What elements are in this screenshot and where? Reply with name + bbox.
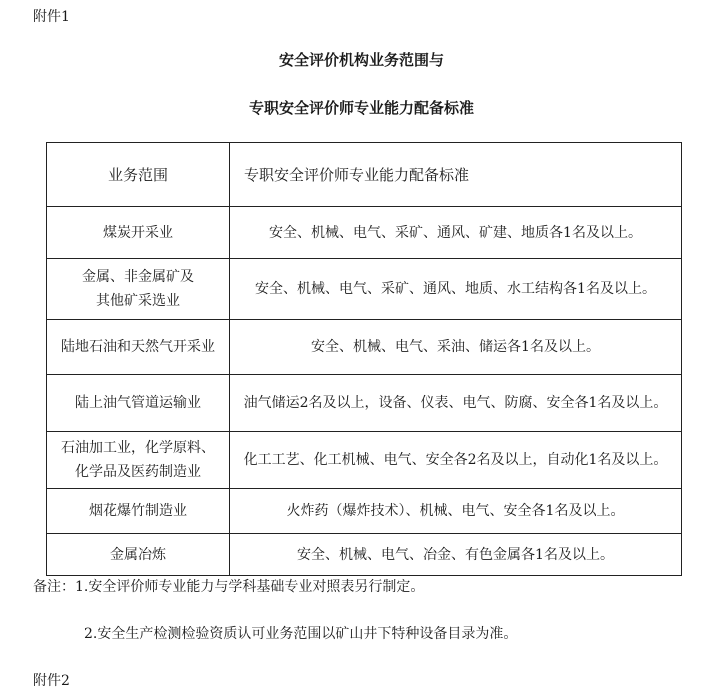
table-row: [47, 207, 682, 259]
scope-line: 化学品及医药制造业: [75, 464, 201, 480]
scope-line: 煤炭开采业: [103, 224, 173, 241]
scope-line: 金属、非金属矿及: [82, 269, 194, 285]
document-title-line-1: 安全评价机构业务范围与: [278, 51, 444, 69]
header-staffing-standard: 专职安全评价师专业能力配备标准: [230, 143, 682, 207]
scope-line: 金属冶炼: [110, 546, 166, 563]
staffing-standard-cell: 安全、机械、电气、冶金、有色金属各1名及以上。: [230, 534, 682, 576]
business-scope-cell: [47, 375, 230, 432]
table-header-row: [47, 143, 682, 207]
document-title-line-2: 专职安全评价师专业能力配备标准: [248, 99, 474, 117]
header-business-scope: 业务范围: [47, 143, 230, 207]
scope-line: 石油加工业，化学原料、: [61, 440, 215, 456]
business-scope-cell: [47, 489, 230, 534]
scope-line: 烟花爆竹制造业: [89, 503, 187, 519]
attachment-label-2: 附件2: [33, 673, 70, 689]
business-scope-cell: [47, 259, 230, 320]
scope-line: 其他矿采选业: [96, 293, 180, 309]
staffing-standard-cell: 化工工艺、化工机械、电气、安全各2名及以上，自动化1名及以上。: [230, 432, 682, 489]
table-row: [47, 534, 682, 576]
business-scope-cell: [47, 320, 230, 375]
business-scope-cell: [47, 534, 230, 576]
remark-note-2: 2.安全生产检测检验资质认可业务范围以矿山井下特种设备目录为准。: [84, 626, 518, 642]
staffing-standard-table: [46, 142, 682, 576]
table-row: [47, 320, 682, 375]
table-row: [47, 259, 682, 320]
table-row: [47, 375, 682, 432]
staffing-standard-cell: 油气储运2名及以上，设备、仪表、电气、防腐、安全各1名及以上。: [230, 375, 682, 432]
table-row: [47, 432, 682, 489]
business-scope-cell: [47, 207, 230, 259]
staffing-standard-cell: 安全、机械、电气、采矿、通风、地质、水工结构各1名及以上。: [230, 259, 682, 320]
remark-note-1: 备注：1.安全评价师专业能力与学科基础专业对照表另行制定。: [33, 579, 425, 595]
staffing-standard-cell: 火炸药（爆炸技术）、机械、电气、安全各1名及以上。: [230, 489, 682, 534]
staffing-standard-cell: 安全、机械、电气、采油、储运各1名及以上。: [230, 320, 682, 375]
staffing-standard-cell: 安全、机械、电气、采矿、通风、矿建、地质各1名及以上。: [230, 207, 682, 259]
scope-line: 陆上油气管道运输业: [75, 395, 201, 411]
scope-line: 陆地石油和天然气开采业: [61, 339, 215, 355]
business-scope-cell: [47, 432, 230, 489]
attachment-label-1: 附件1: [33, 9, 70, 25]
table-row: [47, 489, 682, 534]
